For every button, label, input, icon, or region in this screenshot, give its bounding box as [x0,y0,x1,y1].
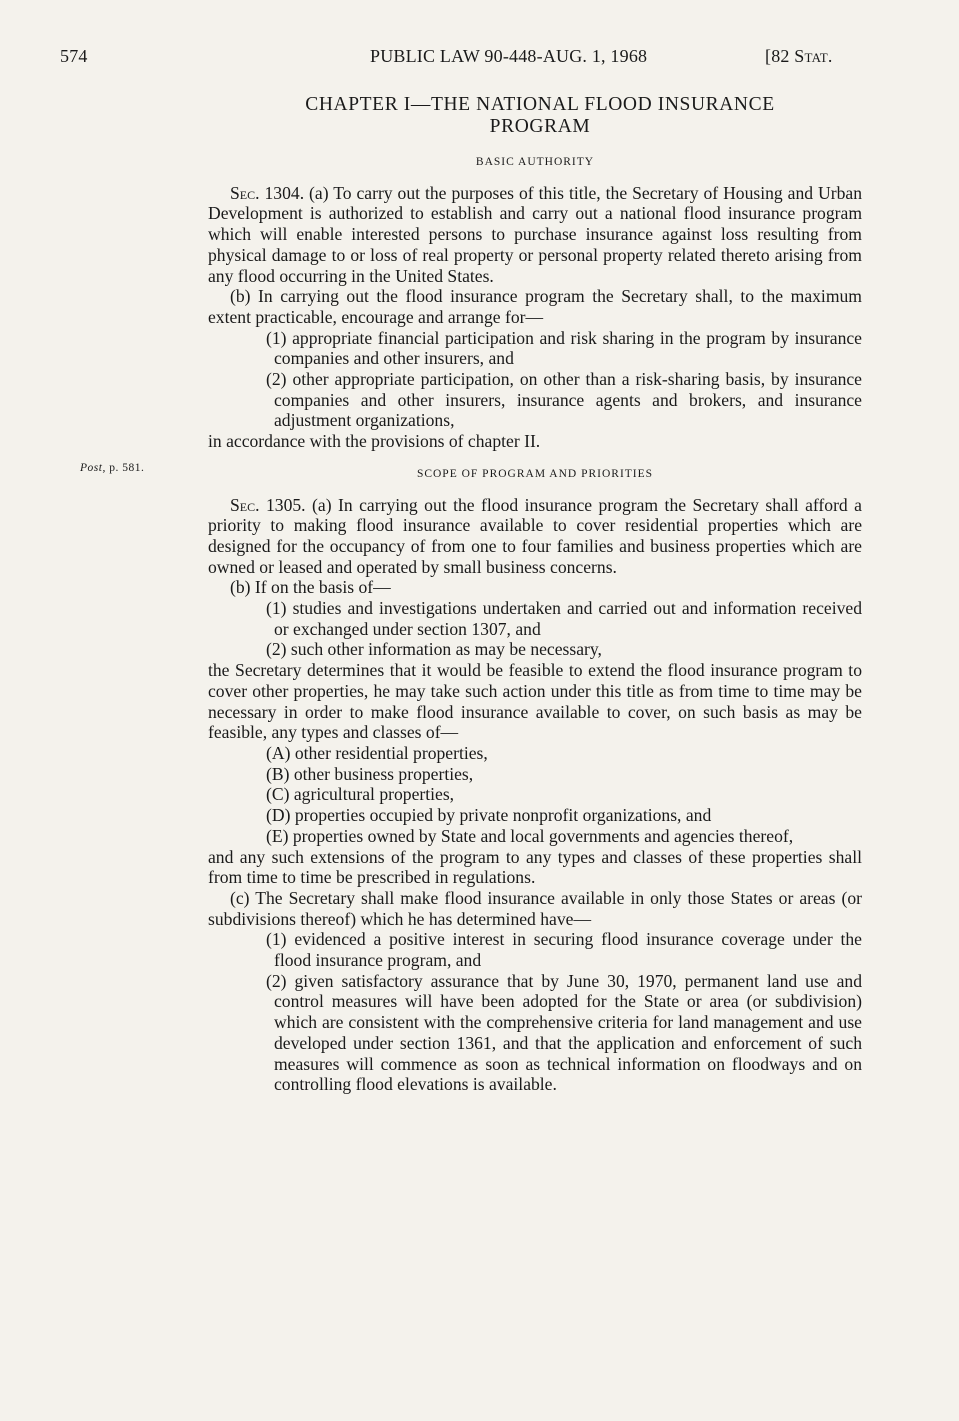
paragraph: (b) In carrying out the flood insurance program the Secretary shall, to the maximum extent practicable, encourage and arrange for— [208,286,862,327]
paragraph: in accordance with the provisions of chapter II. [208,431,541,452]
page-number: 574 [60,46,88,66]
list-item: (1) studies and investigations undertaken and carried out and information received or exchanged under section 1307, and [266,598,862,639]
section-label: Sec. [230,494,260,515]
paragraph: and any such extensions of the program to any types and classes of these properties shall from time to time be prescribed in regulations. [208,846,862,888]
list-item: (B) other business properties, [266,763,474,784]
list-item: (1) evidenced a positive interest in securing flood insurance coverage under the flood insurance program, and [266,929,862,971]
margin-note-italic: Post, [80,462,106,474]
paragraph: the Secretary determines that it would be feasible to extend the flood insurance program to cover other properties, he may take such action under this title as from time to time may be necessary in order to make flood insurance available to cover, on such basis as may be feasible, any types and classes of— [208,660,862,743]
section-heading: SCOPE OF PROGRAM AND PRIORITIES [416,467,654,480]
margin-note [80,462,144,474]
list-item: (C) agricultural properties, [266,784,455,805]
paragraph [208,183,862,287]
chapter-title-line2: PROGRAM [489,116,591,137]
list-item: (1) appropriate financial participation and risk sharing in the program by insurance companies and other insurers, and [266,327,862,369]
document-body [208,88,862,1095]
margin-note-page: p. 581. [105,462,145,474]
chapter-title-line1: CHAPTER I—THE NATIONAL FLOOD INSURANCE [305,94,775,115]
statute-reference: [82 Stat. [765,46,833,66]
list-item: (A) other residential properties, [266,742,488,763]
paragraph-text: 1304. (a) To carry out the purposes of this title, the Secretary of Housing and Urban Development is authorized to establish and carry out a national flood insurance program which will enable interested persons to purchase insurance against loss resulting from physical damage to or loss of real property or personal property related thereto arising from any flood occurring in the United States. [208,182,862,286]
running-header-title: PUBLIC LAW 90-448-AUG. 1, 1968 [370,46,648,66]
paragraph-text: 1305. (a) In carrying out the flood insurance program the Secretary shall afford a priority to making flood insurance available to cover residential properties which are designed for the occupancy of from one to four families and business properties which are owned or leased and operated by small business concerns. [208,494,862,577]
section-heading: BASIC AUTHORITY [475,156,595,168]
section-label: Sec. [230,182,260,203]
list-item: (2) such other information as may be necessary, [266,639,602,660]
list-item: (2) given satisfactory assurance that by June 30, 1970, permanent land use and control measures will have been adopted for the State or area (or subdivision) which are consistent with the comprehensive criteria for land management and use developed under section 1361, and that the application and enforcement of such measures will commence as soon as technical information on floodways and on controlling flood elevations is available. [266,970,862,1095]
paragraph: (b) If on the basis of— [230,577,391,598]
list-item: (D) properties occupied by private nonprofit organizations, and [266,805,712,826]
paragraph: (c) The Secretary shall make flood insurance available in only those States or areas (or subdivisions thereof) which he has determined have— [208,887,862,929]
list-item: (2) other appropriate participation, on other than a risk-sharing basis, by insurance companies and other insurers, insurance agents and brokers, and insurance adjustment organizations, [266,369,862,431]
paragraph [208,495,862,578]
list-item: (E) properties owned by State and local governments and agencies thereof, [266,825,794,846]
